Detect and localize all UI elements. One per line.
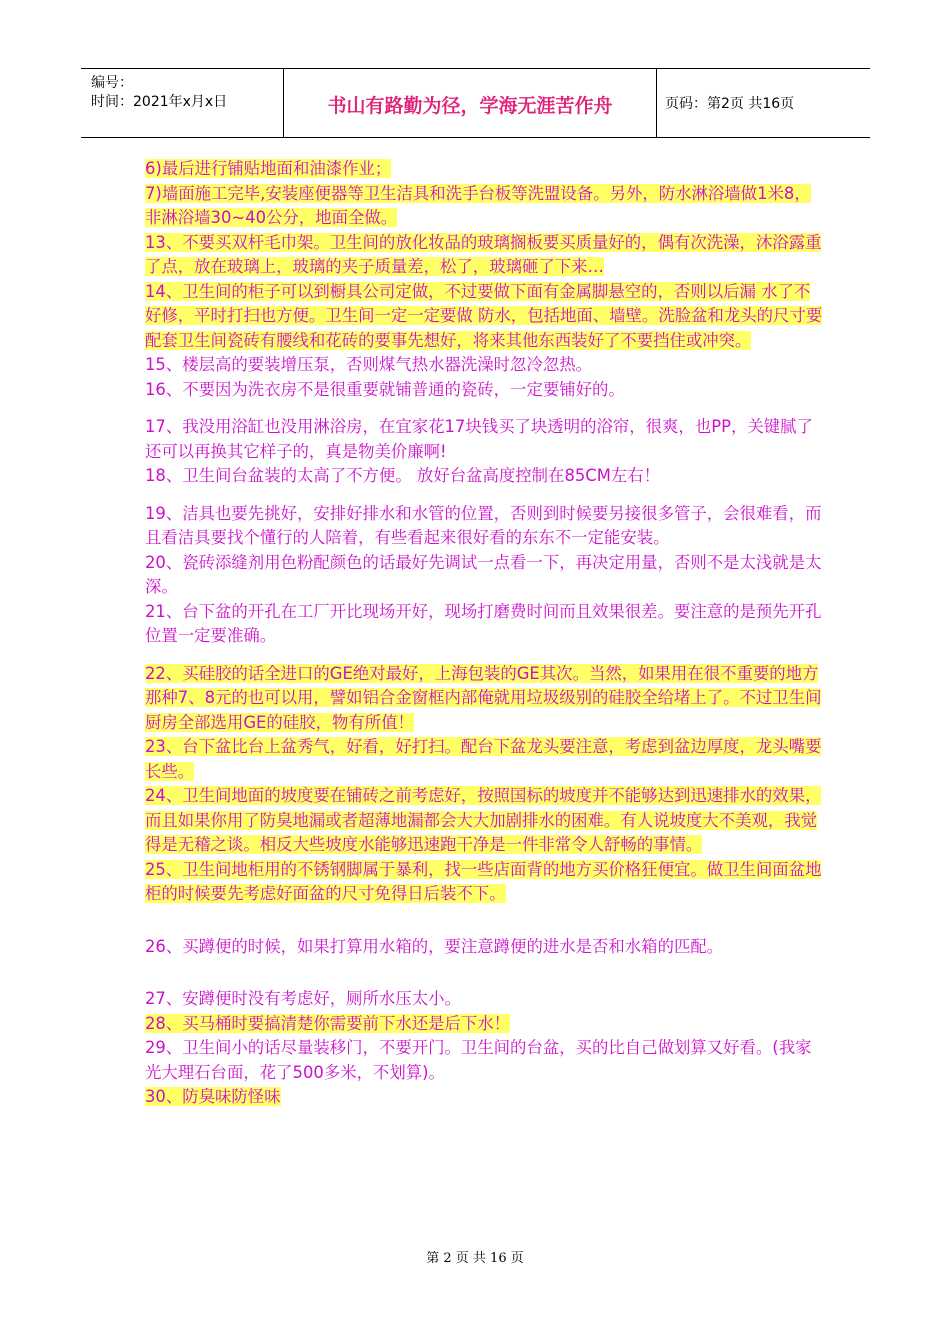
tip-paragraph — [145, 464, 825, 489]
tip-paragraph — [145, 415, 825, 464]
tip-paragraph — [145, 662, 825, 736]
tip-paragraph — [145, 378, 825, 403]
tip-paragraph — [145, 784, 825, 858]
document-body — [145, 157, 825, 1110]
tip-text: 20、瓷砖添缝剂用色粉配颜色的话最好先调试一点看一下，再决定用量，否则不是太浅就是太深。 — [145, 552, 822, 596]
tip-text: 13、不要买双杆毛巾架。卫生间的放化妆品的玻璃搁板要买质量好的，偶有次洗澡，沐浴露重了点，放在玻璃上，玻璃的夹子质量差，松了，玻璃砸了下来… — [145, 232, 822, 276]
page-footer: 第 2 页 共 16 页 — [426, 1251, 524, 1266]
tip-text: 23、台下盆比台上盆秀气，好看，好打扫。配台下盆龙头要注意，考虑到盆边厚度，龙头嘴要长些。 — [145, 737, 822, 781]
page-header — [81, 68, 870, 138]
tip-paragraph — [145, 231, 825, 280]
tip-text: 26、买蹲便的时候，如果打算用水箱的，要注意蹲便的进水是否和水箱的匹配。 — [145, 936, 724, 956]
tip-text: 7)墙面施工完毕,安装座便器等卫生洁具和洗手台板等洗盟设备。另外，防水淋浴墙做1米8，非淋浴墙30~40公分，地面全做。 — [145, 183, 811, 227]
tip-paragraph — [145, 1036, 825, 1085]
tip-text: 30、防臭味防怪味 — [145, 1087, 281, 1106]
tip-text: 16、不要因为洗衣房不是很重要就铺普通的瓷砖，一定要铺好的。 — [145, 379, 625, 399]
tip-text: 21、台下盆的开孔在工厂开比现场开好，现场打磨费时间而且效果很差。要注意的是预先开孔位置一定要准确。 — [145, 601, 822, 645]
tip-paragraph — [145, 600, 825, 649]
tip-paragraph — [145, 935, 825, 960]
tip-paragraph — [145, 987, 825, 1012]
tip-paragraph — [145, 858, 825, 907]
tip-text: 17、我没用浴缸也没用淋浴房，在宜家花17块钱买了块透明的浴帘，很爽，也PP，关键腻了还可以再换其它样子的，真是物美价廉啊! — [145, 417, 813, 461]
tip-text: 18、卫生间台盆装的太高了不方便。 放好台盆高度控制在85CM左右！ — [145, 466, 661, 485]
tip-text: 25、卫生间地柜用的不锈钢脚属于暴利，找一些店面背的地方买价格狂便宜。做卫生间面盆地柜的时候要先考虑好面盆的尺寸免得日后装不下。 — [145, 859, 822, 903]
tip-paragraph — [145, 735, 825, 784]
header-meta-cell — [81, 69, 284, 137]
tip-text: 19、洁具也要先挑好，安排好排水和水管的位置，否则到时候要另接很多管子，会很难看，而且看洁具要找个懂行的人陪着，有些看起来很好看的东东不一定能安装。 — [145, 503, 822, 547]
motto-text: 书山有路勤为径，学海无涯苦作舟 — [327, 95, 613, 117]
header-motto-cell — [284, 69, 657, 137]
tip-text: 22、买硅胶的话全进口的GE绝对最好，上海包装的GE其次。当然，如果用在很不重要的地方那种7、8元的也可以用，譬如铝合金窗框内部俺就用垃圾级别的硅胶全给堵上了。不过卫生间厨房全部选用GE的硅胶，物有所值！ — [145, 663, 822, 732]
tip-paragraph — [145, 182, 825, 231]
tip-text: 14、卫生间的柜子可以到橱具公司定做，不过要做下面有金属脚悬空的，否则以后漏 水了不好修，平时打扫也方便。卫生间一定一定要做 防水，包括地面、墙壁。洗脸盆和龙头的尺寸要配套卫生间瓷砖有腰线和花砖的要事先想好，将来其他东西装好了不要挡住或冲突。 — [145, 281, 823, 350]
document-time-label: 时间：2021年x月x日 — [91, 94, 228, 110]
tip-text: 28、买马桶时要搞清楚你需要前下水还是后下水！ — [145, 1013, 511, 1033]
tip-text: 6)最后进行铺贴地面和油漆作业； — [145, 159, 392, 178]
tip-text: 24、卫生间地面的坡度要在铺砖之前考虑好，按照国标的坡度并不能够达到迅速排水的效果，而且如果你用了防臭地漏或者超薄地漏都会大大加剧排水的困难。有人说坡度大不美观，我觉得是无稽之谈。相反大些坡度水能够迅速跑干净是一件非常令人舒畅的事情。 — [145, 786, 822, 854]
tip-paragraph — [145, 353, 825, 378]
page-number-info: 页码：第2页 共16页 — [665, 96, 795, 112]
tip-paragraph — [145, 502, 825, 551]
tip-text: 29、卫生间小的话尽量装移门，不要开门。卫生间的台盆，买的比自己做划算又好看。(我家光大理石台面，花了500多米，不划算)。 — [145, 1038, 812, 1082]
tip-paragraph — [145, 157, 825, 182]
tip-paragraph — [145, 551, 825, 600]
tip-paragraph — [145, 1085, 825, 1110]
tip-paragraph — [145, 280, 825, 354]
document-number-label: 编号： — [91, 75, 133, 91]
tip-paragraph — [145, 1012, 825, 1037]
tip-text: 27、安蹲便时没有考虑好，厕所水压太小。 — [145, 989, 461, 1008]
header-page-cell — [657, 69, 870, 137]
tip-text: 15、楼层高的要装增压泵，否则煤气热水器洗澡时忽冷忽热。 — [145, 355, 593, 374]
